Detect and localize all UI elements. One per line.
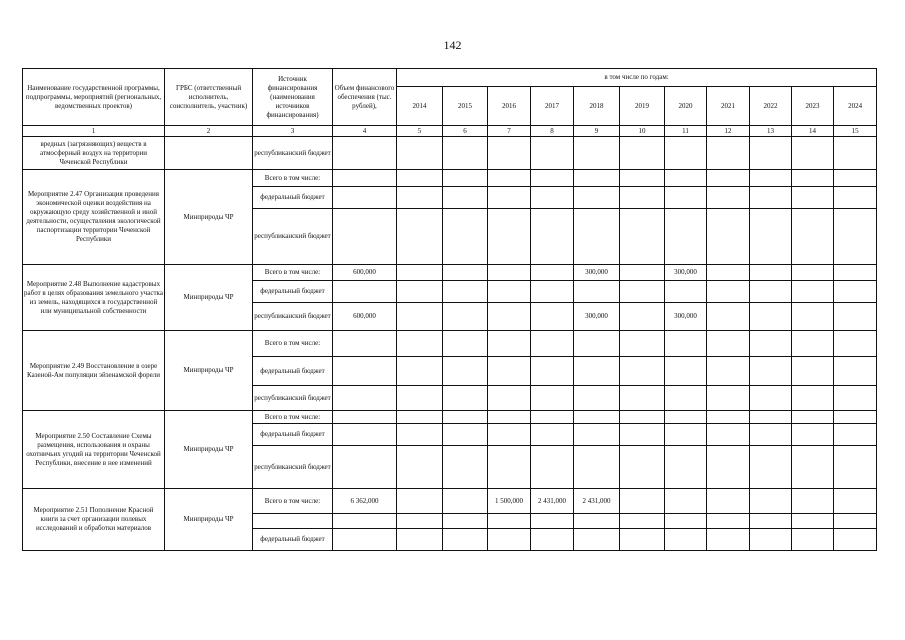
column-number: 12 [707,126,750,137]
column-number: 1 [23,126,165,137]
column-number: 10 [620,126,665,137]
column-number: 3 [253,126,333,137]
table-row [23,137,877,170]
cell-volume: 600,000 [333,265,397,281]
table-row [23,265,877,281]
source-total: Всего в том числе: [253,265,333,281]
source-federal: федеральный бюджет [253,529,333,551]
column-number: 14 [792,126,834,137]
source-total: Всего в том числе: [253,331,333,357]
header-volume: Объем финансового обеспечения (тыс. рублей), [333,69,397,126]
table-row [23,331,877,357]
column-number: 4 [333,126,397,137]
continuation-name: вредных (загрязняющих) веществ в атмосферный воздух на территории Чеченской Республики [23,137,165,170]
source-total: Всего в том числе: [253,411,333,424]
column-number-row [23,126,877,137]
header-year: 2021 [707,87,750,126]
source-republic: республиканский бюджет [253,386,333,411]
header-year: 2014 [397,87,443,126]
measure-2-51-grbs: Минприроды ЧР [165,489,253,551]
header-year: 2019 [620,87,665,126]
header-grbs: ГРБС (ответственный исполнитель, соисполнитель, участник) [165,69,253,126]
column-number: 5 [397,126,443,137]
cell-volume: 600,000 [333,303,397,331]
column-number: 8 [531,126,574,137]
header-year: 2018 [574,87,620,126]
source-republic: республиканский бюджет [253,446,333,489]
column-number: 11 [665,126,707,137]
header-years-caption: в том числе по годам: [397,69,877,87]
column-number: 9 [574,126,620,137]
cell-2017: 2 431,000 [531,489,574,514]
source-federal: федеральный бюджет [253,357,333,386]
table-row [23,411,877,424]
source-federal: федеральный бюджет [253,187,333,209]
table-row [23,489,877,514]
column-number: 6 [443,126,488,137]
measure-2-50-grbs: Минприроды ЧР [165,411,253,489]
header-year: 2016 [488,87,531,126]
page-number: 142 [443,38,462,52]
measure-2-48-name: Мероприятие 2.48 Выполнение кадастровых работ в целях образования земельного участка из земель, находящихся в государственной или муниципальной собственности [23,265,165,331]
measure-2-50-name: Мероприятие 2.50 Составление Схемы размещения, использования и охраны охотничьих угодий на территории Чеченской Республики, внесение в нее изменений [23,411,165,489]
measure-2-48-grbs: Минприроды ЧР [165,265,253,331]
cell-2018: 2 431,000 [574,489,620,514]
column-number: 15 [834,126,877,137]
measure-2-47-grbs: Минприроды ЧР [165,170,253,265]
source-total: Всего в том числе: [253,489,333,514]
column-number: 7 [488,126,531,137]
header-year: 2023 [792,87,834,126]
source-federal: федеральный бюджет [253,424,333,446]
measure-2-51-name: Мероприятие 2.51 Пополнение Красной книги за счет организации полевых исследований и обработки материалов [23,489,165,551]
cell-2020: 300,000 [665,265,707,281]
measure-2-49-name: Мероприятие 2.49 Восстановление в озере Казеной-Ам популяции эйзенамской форели [23,331,165,411]
header-funding-source: Источник финансирования (наименования источников финансирования) [253,69,333,126]
measure-2-47-name: Мероприятие 2.47 Организация проведения экономической оценки воздействия на окружающую среду хозяйственной и иной деятельности, осуществления экологической паспортизации территории Чеченской Республики [23,170,165,265]
source-republic: республиканский бюджет [253,137,333,170]
source-republic: республиканский бюджет [253,303,333,331]
cell-2020: 300,000 [665,303,707,331]
column-number: 2 [165,126,253,137]
table-row [23,170,877,187]
source-total: Всего в том числе: [253,170,333,187]
header-year: 2022 [750,87,792,126]
measure-2-49-grbs: Минприроды ЧР [165,331,253,411]
source-federal: федеральный бюджет [253,281,333,303]
cell-2018: 300,000 [574,265,620,281]
header-year: 2024 [834,87,877,126]
cell-volume: 6 362,000 [333,489,397,514]
cell-2018: 300,000 [574,303,620,331]
header-year: 2020 [665,87,707,126]
header-program-name: Наименование государственной программы, подпрограммы, мероприятий (региональных, ведомственных проектов) [23,69,165,126]
header-year: 2017 [531,87,574,126]
budget-table [22,68,877,551]
cell-2016: 1 500,000 [488,489,531,514]
header-row-top [23,69,877,87]
column-number: 13 [750,126,792,137]
header-year: 2015 [443,87,488,126]
source-republic: республиканский бюджет [253,209,333,265]
